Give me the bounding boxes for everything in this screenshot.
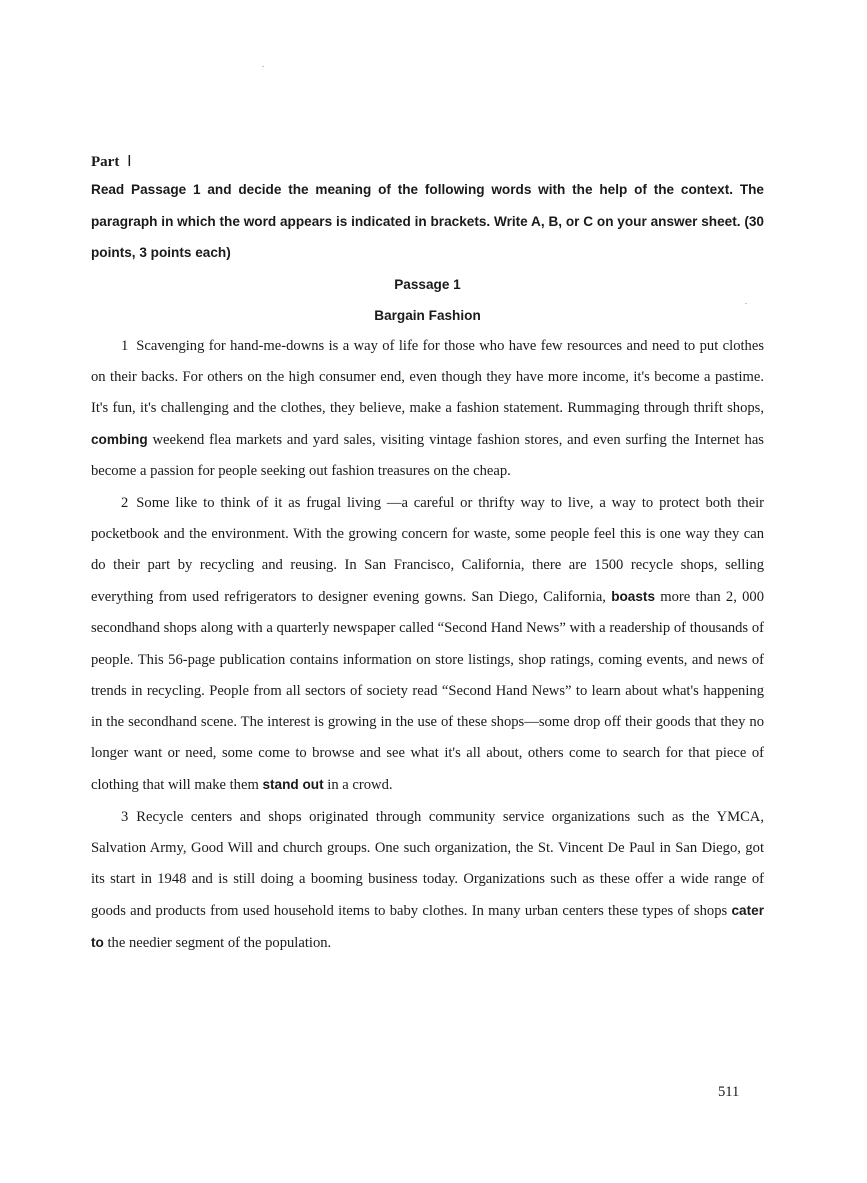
passage-label: Passage 1: [394, 276, 461, 292]
page-content: [91, 150, 764, 960]
paragraph-text: weekend flea markets and yard sales, visiting vintage fashion stores, and even surfing the Internet has become a passion for people seeking out fashion treasures on the cheap.: [91, 432, 764, 480]
scan-speck: [262, 66, 264, 67]
instructions: Read Passage 1 and decide the meaning of the following words with the help of the context. The paragraph in which the word appears is indicated in brackets. Write A, B, or C on your answer sheet. (30 points, 3 points each): [91, 182, 764, 260]
paragraph-3: [91, 802, 764, 960]
paragraph-number: 3: [121, 808, 129, 825]
paragraph-text: Some like to think of it as frugal living —a careful or thrifty way to live, a way to protect both their pocketbook and the environment. With the growing concern for waste, some people feel this is one way they can do their part by recycling and reusing. In San Francisco, California, there are 1500 recycle shops, selling everything from used refrigerators to designer evening gowns. San Diego, California,: [91, 494, 764, 606]
paragraph-text: more than 2, 000 secondhand shops along with a quarterly newspaper called “Second Hand News” with a readership of thousands of people. This 56-page publication contains information on store listings, shop ratings, coming events, and news of trends in recycling. People from all sectors of society read “Second Hand News” to learn about what's happening in the secondhand scene. The interest is growing in the use of these shops—some drop off their goods that they no longer want or need, some come to browse and see what it's all about, others come to search for that piece of clothing that will make them: [91, 589, 764, 794]
paragraph-number: 1: [121, 337, 129, 354]
paragraph-number: 2: [121, 494, 129, 511]
target-word: stand out: [262, 777, 324, 793]
paragraph-1: [91, 331, 764, 488]
paragraph-text: Recycle centers and shops originated through community service organizations such as the YMCA, Salvation Army, Good Will and church groups. One such organization, the St. Vincent De Paul in San Diego, got its start in 1948 and is still doing a booming business today. Organizations such as these offer a wide range of goods and products from used household items to baby clothes. In many urban centers these types of shops: [91, 808, 764, 920]
part-numeral: Ⅰ: [127, 154, 132, 170]
part-label: Part: [91, 154, 120, 170]
target-word: combing: [91, 432, 148, 448]
passage-body: [91, 331, 764, 960]
paragraph-text: Scavenging for hand-me-downs is a way of life for those who have few resources and need to put clothes on their backs. For others on the high consumer end, even though they have more income, it's become a pastime. It's fun, it's challenging and the clothes, they believe, make a fashion statement. Rummaging through thrift shops,: [91, 337, 764, 416]
paragraph-text: the needier segment of the population.: [103, 935, 332, 952]
paragraph-text: in a crowd.: [323, 777, 393, 794]
paragraph-2: [91, 488, 764, 802]
page-number: 511: [718, 1084, 740, 1100]
passage-title: Bargain Fashion: [374, 307, 481, 323]
part-heading: [91, 150, 764, 174]
target-word: cater to: [91, 903, 764, 951]
target-word: boasts: [611, 589, 656, 605]
